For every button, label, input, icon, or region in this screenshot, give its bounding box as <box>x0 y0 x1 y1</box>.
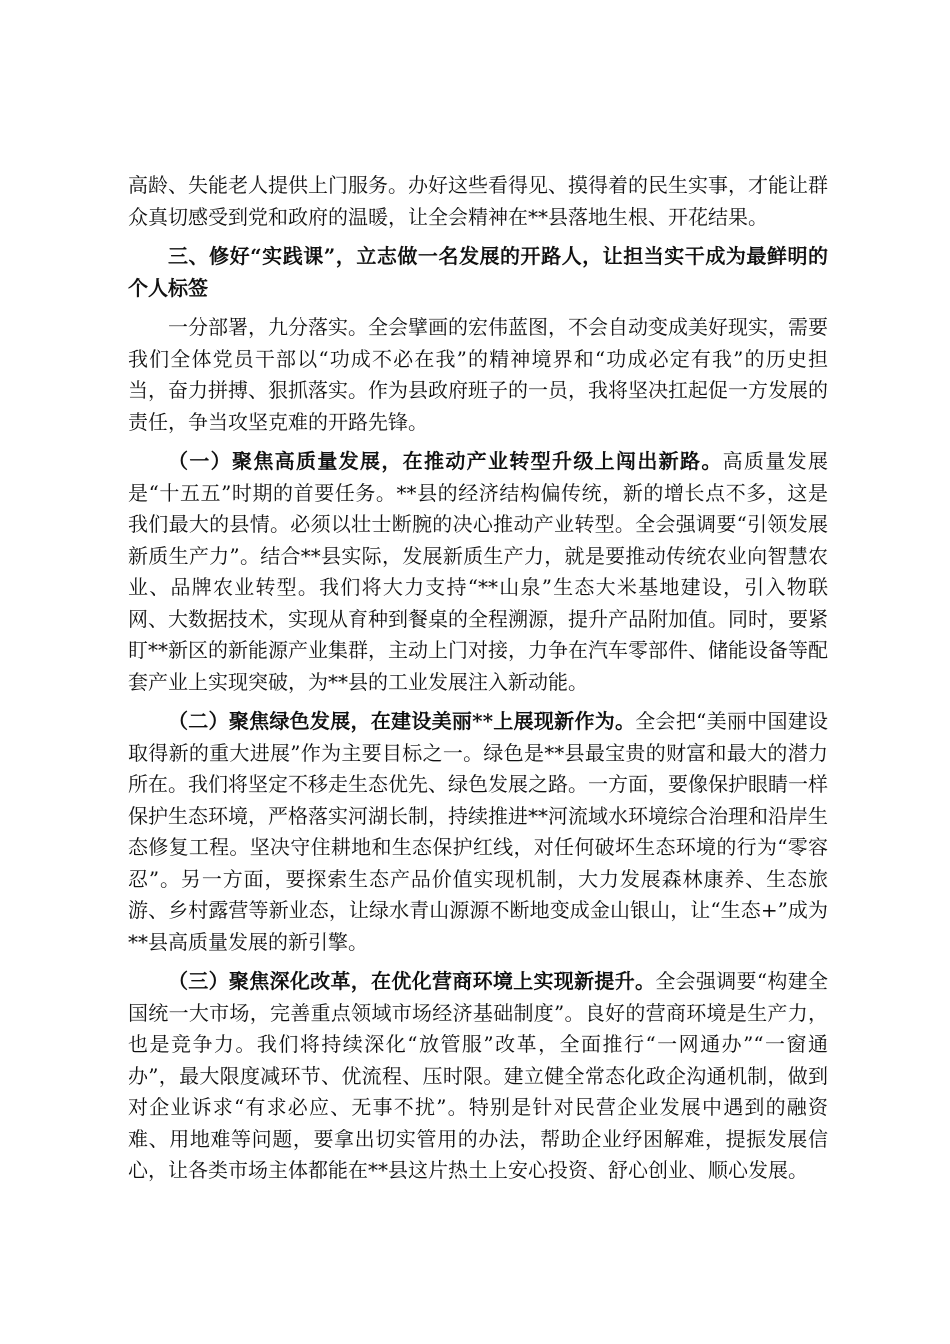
item-paragraph-3 <box>128 966 828 1187</box>
item-paragraph-1 <box>128 446 828 698</box>
item-heading-2: （二）聚焦绿色发展，在建设美丽**上展现新作为。 <box>168 709 636 733</box>
item-body-1: 高质量发展是“十五五”时期的首要任务。**县的经济结构偏传统，新的增长点不多，这是我们最大的县情。必须以壮士断腕的决心推动产业转型。全会强调要“引领发展新质生产力”。结合**县实际，发展新质生产力，就是要推动传统农业向智慧农业、品牌农业转型。我们将大力支持“**山泉”生态大米基地建设，引入物联网、大数据技术，实现从育种到餐桌的全程溯源，提升产品附加值。同时，要紧盯**新区的新能源产业集群，主动上门对接，力争在汽车零部件、储能设备等配套产业上实现突破，为**县的工业发展注入新动能。 <box>128 449 829 694</box>
section-heading: 三、修好“实践课”，立志做一名发展的开路人，让担当实干成为最鲜明的个人标签 <box>128 244 828 300</box>
item-paragraph-2 <box>128 706 828 958</box>
document-page <box>128 170 828 1187</box>
item-body-2: 全会把“美丽中国建设取得新的重大进展”作为主要目标之一。绿色是**县最宝贵的财富和最大的潜力所在。我们将坚定不移走生态优先、绿色发展之路。一方面，要像保护眼睛一样保护生态环境，严格落实河湖长制，持续推进**河流域水环境综合治理和沿岸生态修复工程。坚决守住耕地和生态保护红线，对任何破坏生态环境的行为“零容忍”。另一方面，要探索生态产品价值实现机制，大力发展森林康养、生态旅游、乡村露营等新业态，让绿水青山源源不断地变成金山银山，让“生态+”成为**县高质量发展的新引擎。 <box>128 709 828 954</box>
item-body-3: 全会强调要“构建全国统一大市场，完善重点领域市场经济基础制度”。良好的营商环境是生产力，也是竞争力。我们将持续深化“放管服”改革，全面推行“一网通办”“一窗通办”，最大限度减环节、优流程、压时限。建立健全常态化政企沟通机制，做到对企业诉求“有求必应、无事不扰”。特别是针对民营企业发展中遇到的融资难、用地难等问题，要拿出切实管用的办法，帮助企业纾困解难，提振发展信心，让各类市场主体都能在**县这片热土上安心投资、舒心创业、顺心发展。 <box>128 969 828 1182</box>
item-heading-1: （一）聚焦高质量发展，在推动产业转型升级上闯出新路。 <box>168 449 723 473</box>
section-intro-paragraph: 一分部署，九分落实。全会擘画的宏伟蓝图，不会自动变成美好现实，需要我们全体党员干部以“功成不必在我”的精神境界和“功成必定有我”的历史担当，奋力拼搏、狠抓落实。作为县政府班子的一员，我将坚决扛起促一方发展的责任，争当攻坚克难的开路先锋。 <box>128 315 828 434</box>
item-heading-3: （三）聚焦深化改革，在优化营商环境上实现新提升。 <box>168 969 656 993</box>
continuation-paragraph: 高龄、失能老人提供上门服务。办好这些看得见、摸得着的民生实事，才能让群众真切感受到党和政府的温暖，让全会精神在**县落地生根、开花结果。 <box>128 173 828 229</box>
